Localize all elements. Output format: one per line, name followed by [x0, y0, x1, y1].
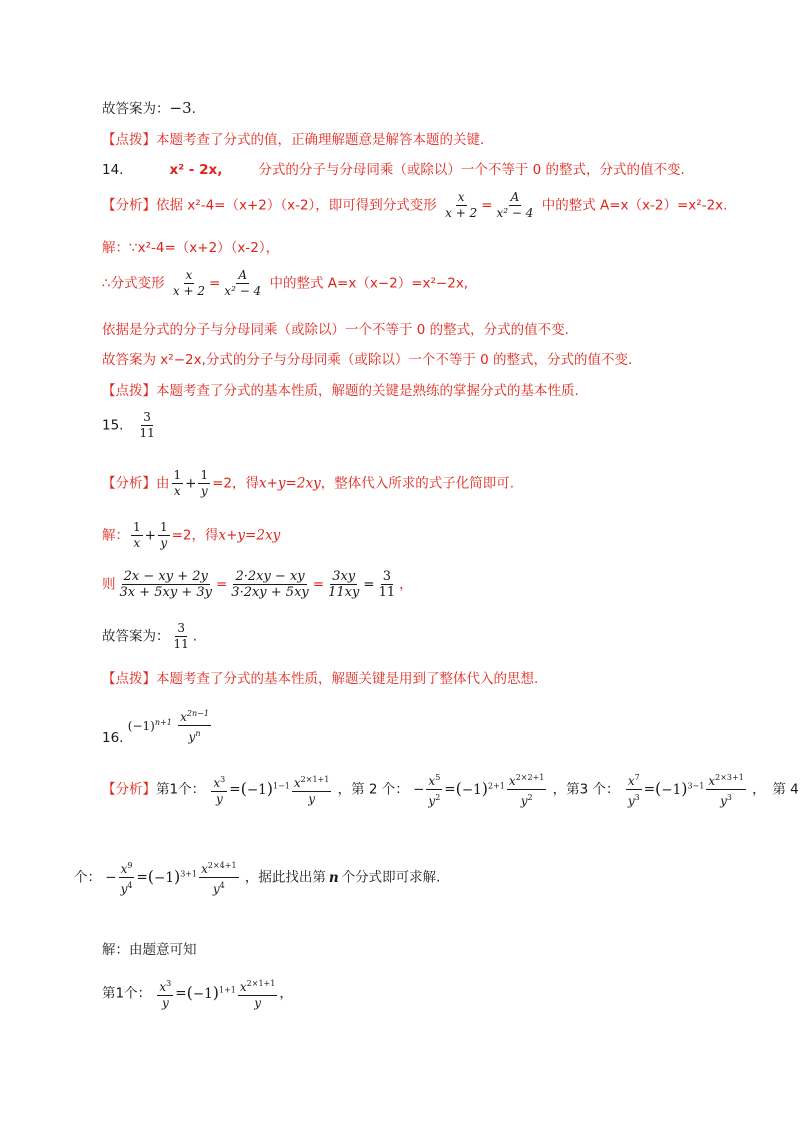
- denominator: x: [133, 536, 141, 550]
- equals-sign: =: [481, 197, 493, 214]
- power-term: [128, 719, 172, 733]
- answer-label: 故答案为：: [102, 101, 170, 117]
- fraction-a-over-x2-minus-4: [495, 190, 536, 221]
- final-answer-text: 故答案为 x²−2x,分式的分子与分母同乘（或除以）一个不等于 0 的整式，分式的值不变.: [102, 352, 633, 368]
- term-1-label: 第1个：: [102, 985, 152, 1002]
- problem-number: 15.: [102, 417, 124, 434]
- solution-14-basis: [102, 320, 569, 340]
- analysis-tag: 【分析】: [102, 197, 156, 214]
- term-2-right: $\frac{x^{2\times 2+1}}{y^2}$: [507, 770, 546, 809]
- numerator: 3: [382, 569, 392, 584]
- note-tag: 【点拨】: [102, 383, 156, 399]
- analysis-equation: x+y=2xy: [259, 475, 321, 492]
- numerator: 1: [173, 468, 182, 482]
- answer-reason: 分式的分子与分母同乘（或除以）一个不等于 0 的整式，分式的值不变.: [258, 162, 685, 178]
- answer-period: .: [192, 628, 198, 645]
- numerator: 3: [143, 410, 151, 424]
- solution-16-term-1: 第1个： $\frac{x^3}{y}$ $=(-1)^{1+1}$ $\frac{x^{2\times 1+1}}{y}$ ，: [102, 976, 293, 1011]
- problem-14-answer: [102, 160, 685, 180]
- solution-label: 解：: [102, 527, 129, 544]
- numerator: 3xy: [332, 569, 356, 584]
- equals-sign: =: [215, 576, 228, 593]
- solution-text-b: =2，得: [171, 527, 219, 544]
- numerator: 1: [133, 520, 141, 534]
- term-4-label-cont: 个：: [74, 869, 101, 886]
- problem-number: 14.: [102, 162, 124, 178]
- analysis-text-a: 由: [156, 475, 170, 492]
- term-1-power: $(-1)^{1+1}$: [186, 982, 236, 1002]
- solution-14-line-2: [102, 268, 468, 299]
- solution-label: 则: [102, 576, 116, 593]
- problem-16-answer: [102, 706, 213, 745]
- solution-16-intro: [102, 940, 197, 960]
- note-tag: 【点拨】: [102, 671, 156, 687]
- numerator: 2·2xy − xy: [235, 569, 305, 584]
- term-4-right: $\frac{x^{2\times 4+1}}{y^4}$: [199, 858, 238, 897]
- analysis-text-c: 个分式即可求解.: [341, 869, 441, 886]
- term-1-right: $\frac{x^{2\times 1+1}}{y}$: [238, 976, 277, 1011]
- analysis-16-cont: 个： − $\frac{x^9}{y^4}$ $=(-1)^{3+1}$ $\frac{x^{2\times 4+1}}{y^4}$ ，据此找出第 n 个分式即可求解.: [74, 858, 440, 897]
- denominator: [187, 726, 203, 745]
- term-1-label: 第1个：: [156, 781, 206, 798]
- fraction-1-over-x: [131, 520, 143, 551]
- numerator-exponent: 2n−1: [186, 709, 209, 718]
- comma: ，: [279, 985, 293, 1002]
- term-2-label: ，第 2 个：: [337, 781, 409, 798]
- denominator: 3x + 5xy + 3y: [119, 585, 212, 600]
- note-tag: 【点拨】: [102, 132, 156, 148]
- term-1-power: $(-1)^{1-1}$: [240, 778, 290, 798]
- term-3-label: ，第3 个：: [552, 781, 620, 798]
- solution-14-line-1: [102, 238, 279, 258]
- denominator: x² − 4: [496, 206, 534, 220]
- answer-line-13: [102, 98, 196, 119]
- numerator: [178, 706, 211, 726]
- fraction-a-over-x2-minus-4: [222, 268, 263, 299]
- solution-text-a: ∴分式变形: [102, 275, 165, 292]
- term-2-left: $\frac{x^5}{y^2}$: [426, 770, 442, 809]
- fraction-x-power-over-y-power: [178, 706, 211, 745]
- solution-15-line-1: [102, 520, 280, 551]
- answer-period: .: [191, 101, 196, 117]
- analysis-16: 【分析】第1个： $\frac{x^3}{y}$ $=(-1)^{1-1}$ $\frac{x^{2\times 1+1}}{y}$ ，第 2 个： − $\frac{x^5}{y^2}$ $=(-1)^{2+1}$ $\frac{x^{2\times 2+1}}{y^2}$ ，第3 个： $\frac{x^7}{y^3}$ $=(-1)^{3-1}$ $\frac{x^{2\times 3+1}}{y^3}$ ， 第 4: [102, 770, 799, 809]
- term-1-left: $\frac{x^3}{y}$: [211, 772, 227, 807]
- denominator: x + 2: [172, 284, 205, 298]
- fraction-x-over-x-plus-2: [171, 268, 207, 299]
- plus-sign: +: [185, 475, 197, 492]
- note-text: 本题考查了分式的值，正确理解题意是解答本题的关键.: [156, 132, 485, 148]
- equals-sign: =: [312, 576, 325, 593]
- power-exponent: n+1: [154, 717, 172, 727]
- denominator: 11xy: [328, 585, 360, 600]
- analysis-14: [102, 190, 727, 221]
- problem-number: 16.: [102, 729, 124, 746]
- numerator: A: [238, 268, 248, 282]
- numerator: 3: [177, 621, 185, 635]
- solution-15-line-2: [102, 569, 413, 600]
- fraction-simplified: [326, 569, 361, 600]
- denominator-exponent: n: [195, 729, 201, 738]
- note-line-15: [102, 669, 538, 689]
- term-3-power: $(-1)^{3-1}$: [655, 778, 705, 798]
- solution-text: 解：由题意可知: [102, 942, 197, 958]
- denominator: 11: [139, 426, 155, 440]
- term-4-label: ， 第 4: [752, 781, 799, 798]
- basis-text: 依据是分式的分子与分母同乘（或除以）一个不等于 0 的整式，分式的值不变.: [102, 322, 569, 338]
- answer-value: −3: [169, 99, 192, 117]
- numerator: 1: [200, 468, 209, 482]
- fraction-3-over-11: [172, 621, 191, 652]
- plus-sign: +: [144, 527, 156, 544]
- note-text: 本题考查了分式的基本性质，解题的关键是熟练的掌握分式的基本性质.: [156, 383, 579, 399]
- denominator-base: y: [188, 730, 196, 744]
- numerator: A: [510, 190, 520, 204]
- comma: ，: [399, 576, 413, 593]
- fraction-1-over-y: [198, 468, 210, 499]
- denominator: 3·2xy + 5xy: [231, 585, 309, 600]
- term-1-left: $\frac{x^3}{y}$: [157, 976, 173, 1011]
- numerator: 1: [159, 520, 168, 534]
- term-3-left: $\frac{x^7}{y^3}$: [626, 770, 642, 809]
- note-line-14: [102, 381, 579, 401]
- analysis-15: [102, 468, 514, 499]
- numerator: x: [185, 268, 193, 282]
- answer-label: 故答案为：: [102, 628, 170, 645]
- fraction-x-over-x-plus-2: [443, 190, 479, 221]
- term-2-power: $(-1)^{2+1}$: [455, 778, 505, 798]
- denominator: 11: [378, 585, 396, 600]
- analysis-tag: 【分析】: [102, 475, 156, 492]
- fraction-original: [118, 569, 214, 600]
- fraction-result: [377, 569, 398, 600]
- numerator-base: x: [180, 710, 187, 724]
- solution-14-answer: [102, 350, 632, 370]
- note-line-13: [102, 130, 484, 150]
- analysis-text-d: ，整体代入所求的式子化简即可.: [320, 475, 514, 492]
- numerator: 2x − xy + 2y: [123, 569, 208, 584]
- denominator: y: [200, 484, 208, 498]
- analysis-text-b: =2，得: [212, 475, 259, 492]
- analysis-text-b: 中的整式 A=x（x-2）=x²-2x.: [541, 197, 728, 214]
- fraction-1-over-y: [158, 520, 170, 551]
- fraction-3-over-11: [137, 410, 156, 441]
- term-3-right: $\frac{x^{2\times 3+1}}{y^3}$: [706, 770, 745, 809]
- fraction-1-over-x: [172, 468, 184, 499]
- analysis-text-b: ，据此找出第: [244, 869, 326, 886]
- term-4-left: $\frac{x^9}{y^4}$: [119, 858, 135, 897]
- analysis-text-a: 依据 x²-4=（x+2）（x-2），即可得到分式变形: [156, 197, 437, 214]
- denominator: 11: [173, 637, 189, 651]
- term-1-right: $\frac{x^{2\times 1+1}}{y}$: [292, 772, 331, 807]
- note-text: 本题考查了分式的基本性质，解题关键是用到了整体代入的思想.: [156, 671, 539, 687]
- numerator: x: [457, 190, 465, 204]
- solution-equation: x+y=2xy: [218, 527, 281, 544]
- answer-line-15: [102, 621, 197, 652]
- power-base: (−1): [127, 718, 155, 733]
- solution-text: 解：∵x²-4=（x+2）（x-2），: [102, 240, 280, 256]
- denominator: x² − 4: [224, 284, 262, 298]
- denominator: x: [173, 484, 181, 498]
- problem-15-answer: [102, 410, 159, 441]
- solution-text-b: 中的整式 A=x（x−2）=x²−2x,: [269, 275, 469, 292]
- denominator: x + 2: [445, 206, 478, 220]
- variable-n: n: [328, 869, 339, 886]
- fraction-substituted: [229, 569, 310, 600]
- denominator: y: [160, 536, 168, 550]
- analysis-tag: 【分析】: [102, 781, 156, 798]
- equals-sign: =: [208, 275, 221, 292]
- equals-sign: =: [363, 576, 375, 593]
- answer-expression: x² - 2x,: [169, 162, 223, 178]
- term-4-power: $(-1)^{3+1}$: [147, 866, 198, 886]
